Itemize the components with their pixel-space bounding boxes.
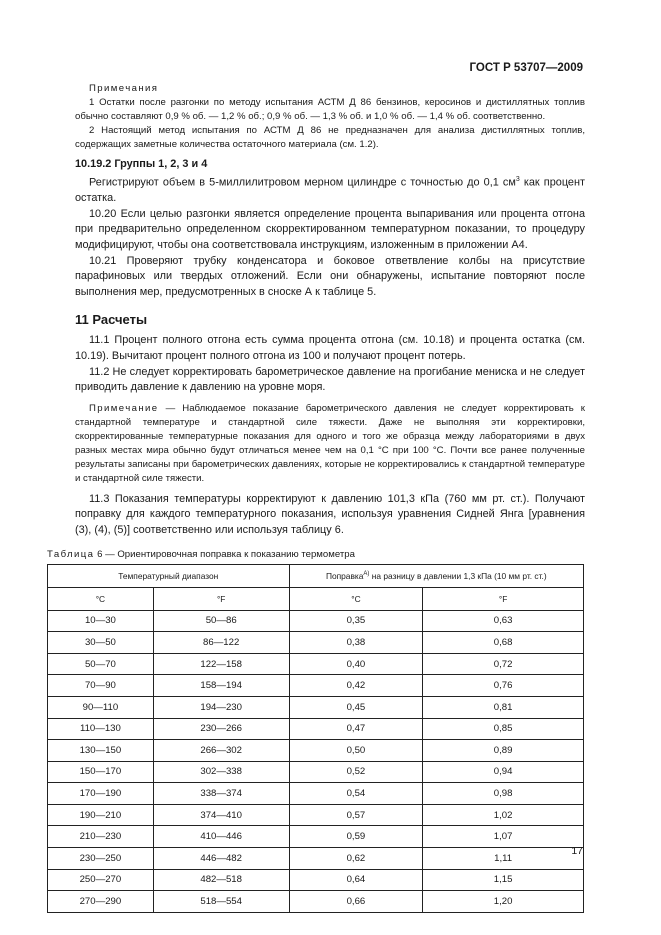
cell-range-c: 90—110	[48, 696, 154, 718]
cell-correction-f: 0,94	[423, 761, 584, 783]
cell-range-f: 86—122	[153, 632, 289, 654]
cell-correction-f: 0,72	[423, 653, 584, 675]
note-text: — Наблюдаемое показание барометрического давления не следует корректировать к стандартной температуре и стандартной силе тяжести. Даже не выполняя эти корректировки, скорректированные температурные показания для одного и того же образца между лабораториями в двух разных местах мира обычно будут отличаться менее чем на 0,1 °С при 100 °С. Почти все ранее полученные результаты записаны при барометрических давлениях, которые не корректировались к стандартной температуре и стандартной силе тяжести.	[75, 402, 585, 484]
header-correction	[289, 564, 583, 587]
cell-correction-c: 0,47	[289, 718, 423, 740]
unit-fahrenheit: °F	[423, 587, 584, 610]
note-11	[75, 402, 585, 486]
cell-range-f: 50—86	[153, 610, 289, 632]
cell-range-f: 266—302	[153, 740, 289, 762]
cell-correction-c: 0,40	[289, 653, 423, 675]
cell-range-f: 302—338	[153, 761, 289, 783]
table-row	[48, 804, 584, 826]
header-correction-rest: на разницу в давлении 1,3 кПа (10 мм рт. ст.)	[369, 570, 547, 581]
cell-correction-f: 0,68	[423, 632, 584, 654]
cell-range-f: 410—446	[153, 826, 289, 848]
cell-range-c: 130—150	[48, 740, 154, 762]
cell-correction-f: 0,98	[423, 783, 584, 805]
table-row	[48, 696, 584, 718]
cell-range-f: 482—518	[153, 869, 289, 891]
paragraph-11-3: 11.3 Показания температуры корректируют к давлению 101,3 кПа (760 мм рт. ст.). Получают поправку для каждого температурного показания, используя уравнения Сидней Янга [уравнения (3), (4), (5)] соответственно или используя таблицу 6.	[75, 492, 585, 536]
header-correction-sup: А)	[363, 570, 370, 577]
cell-range-c: 30—50	[48, 632, 154, 654]
table-units-row	[48, 587, 584, 610]
table-row	[48, 869, 584, 891]
note-label: Примечание	[89, 402, 159, 414]
cell-correction-f: 1,11	[423, 848, 584, 870]
table-6	[47, 564, 584, 913]
cell-range-f: 158—194	[153, 675, 289, 697]
cell-correction-f: 0,81	[423, 696, 584, 718]
cell-correction-c: 0,66	[289, 891, 423, 913]
cell-correction-f: 1,07	[423, 826, 584, 848]
cell-range-c: 110—130	[48, 718, 154, 740]
table-row	[48, 783, 584, 805]
subsection-10-19-2-title: 10.19.2 Группы 1, 2, 3 и 4	[75, 158, 208, 170]
table-row	[48, 891, 584, 913]
cell-correction-c: 0,45	[289, 696, 423, 718]
paragraph-11-2: 11.2 Не следует корректировать барометрическое давление на прогибание мениска и не следует приводить давление к давлению на уровне моря.	[75, 365, 585, 394]
cell-correction-f: 1,15	[423, 869, 584, 891]
table-row	[48, 848, 584, 870]
caption-rest: 6 — Ориентировочная поправка к показанию термометра	[94, 548, 355, 560]
cell-range-c: 70—90	[48, 675, 154, 697]
superscript: 3	[515, 176, 520, 183]
table-row	[48, 740, 584, 762]
cell-correction-c: 0,59	[289, 826, 423, 848]
cell-range-f: 122—158	[153, 653, 289, 675]
standard-code: ГОСТ Р 53707—2009	[469, 62, 583, 74]
cell-range-c: 270—290	[48, 891, 154, 913]
table-row	[48, 718, 584, 740]
cell-range-c: 170—190	[48, 783, 154, 805]
header-correction-main: Поправка	[325, 570, 364, 581]
cell-range-f: 518—554	[153, 891, 289, 913]
cell-correction-c: 0,54	[289, 783, 423, 805]
table-row	[48, 675, 584, 697]
paragraph-10-21: 10.21 Проверяют трубку конденсатора и боковое ответвление колбы на присутствие парафиновых или твердых отложений. Если они обнаружены, испытание повторяют после выполнения мер, предусмотренных в сноске А к таблице 5.	[75, 254, 585, 298]
cell-range-f: 338—374	[153, 783, 289, 805]
table-row	[48, 653, 584, 675]
cell-range-f: 230—266	[153, 718, 289, 740]
table-row	[48, 632, 584, 654]
cell-correction-c: 0,50	[289, 740, 423, 762]
unit-fahrenheit: °F	[153, 587, 289, 610]
table-row	[48, 826, 584, 848]
header-temperature-range: Температурный диапазон	[48, 564, 290, 587]
cell-range-f: 194—230	[153, 696, 289, 718]
page-number: 17	[571, 845, 583, 857]
cell-range-f: 446—482	[153, 848, 289, 870]
paragraph-10-19-2	[75, 172, 585, 207]
note-2: 2 Настоящий метод испытания по АСТМ Д 86 не предназначен для анализа дистиллятных топлив, содержащих заметные количества остаточного материала (см. 1.2).	[75, 125, 585, 150]
cell-range-c: 190—210	[48, 804, 154, 826]
cell-range-c: 250—270	[48, 869, 154, 891]
cell-correction-c: 0,64	[289, 869, 423, 891]
unit-celsius: °С	[48, 587, 154, 610]
cell-range-c: 230—250	[48, 848, 154, 870]
cell-range-c: 10—30	[48, 610, 154, 632]
table-6-caption	[47, 549, 557, 560]
cell-correction-f: 1,20	[423, 891, 584, 913]
cell-correction-c: 0,57	[289, 804, 423, 826]
cell-correction-f: 1,02	[423, 804, 584, 826]
notes-title: Примечания	[89, 83, 159, 94]
cell-correction-c: 0,35	[289, 610, 423, 632]
paragraph-10-20: 10.20 Если целью разгонки является определение процента выпаривания или процента отгона при предварительно определенном скорректированном температурном показании, то процедуру модифицируют, чтобы она соответствовала инструкциям, изложенным в приложении А4.	[75, 207, 585, 251]
text-before: Регистрируют объем в 5-миллилитровом мерном цилиндре с точностью до 0,1 см	[89, 176, 516, 189]
unit-celsius: °С	[289, 587, 423, 610]
text-after: как процент остатка.	[75, 176, 585, 205]
cell-correction-f: 0,89	[423, 740, 584, 762]
cell-range-c: 210—230	[48, 826, 154, 848]
note-1: 1 Остатки после разгонки по методу испытания АСТМ Д 86 бензинов, керосинов и дистиллятных топлив обычно составляют 0,9 % об. — 1,2 % об.; 0,9 % об. — 1,3 % об. и 1,0 % об. — 1,4 % об. соответственно.	[75, 97, 585, 122]
table-row	[48, 761, 584, 783]
cell-correction-c: 0,38	[289, 632, 423, 654]
cell-range-f: 374—410	[153, 804, 289, 826]
cell-correction-c: 0,42	[289, 675, 423, 697]
cell-range-c: 50—70	[48, 653, 154, 675]
cell-correction-f: 0,85	[423, 718, 584, 740]
table-body	[48, 610, 584, 912]
page-content	[47, 82, 585, 913]
paragraph-11-1: 11.1 Процент полного отгона есть сумма процента отгона (см. 10.18) и процента остатка (см. 10.19). Вычитают процент полного отгона из 100 и получают процент потерь.	[75, 334, 585, 362]
cell-correction-f: 0,76	[423, 675, 584, 697]
cell-correction-c: 0,62	[289, 848, 423, 870]
cell-correction-c: 0,52	[289, 761, 423, 783]
cell-range-c: 150—170	[48, 761, 154, 783]
cell-correction-f: 0,63	[423, 610, 584, 632]
table-row	[48, 610, 584, 632]
table-header-row	[48, 564, 584, 587]
caption-label: Таблица	[47, 548, 95, 560]
section-11-title: 11 Расчеты	[75, 312, 148, 328]
